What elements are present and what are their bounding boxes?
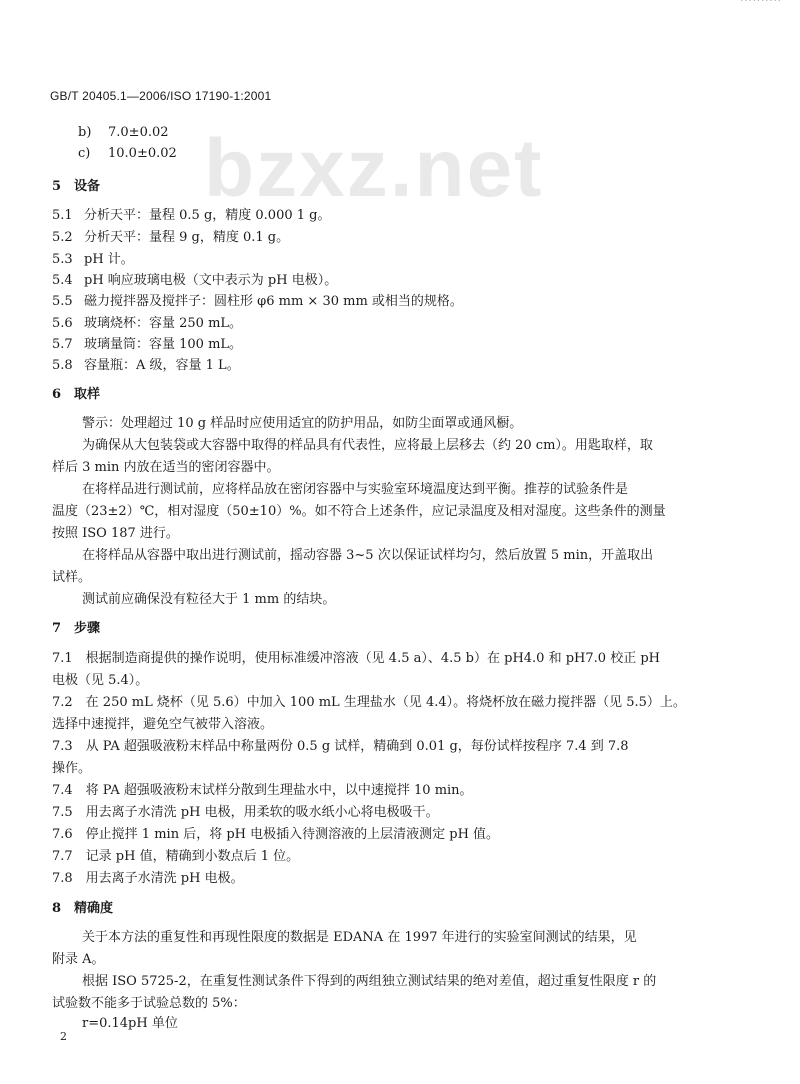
paragraph-line: 试验数不能多于试验总数的 5%： [52, 996, 246, 1011]
paragraph-line: 根据 ISO 5725-2，在重复性测试条件下得到的两组独立测试结果的绝对差值，超过重复性限度 r 的 [82, 974, 657, 989]
paragraph-line: 7.1 根据制造商提供的操作说明，使用标准缓冲溶液（见 4.5 a）、4.5 b）在 pH4.0 和 pH7.0 校正 pH [52, 651, 660, 666]
list-item: b) 7.0±0.02 [78, 125, 169, 140]
list-item: c) 10.0±0.02 [78, 146, 177, 161]
paragraph-line: 在将样品从容器中取出进行测试前，摇动容器 3~5 次以保证试样均匀，然后放置 5 min，开盖取出 [82, 548, 654, 563]
paragraph-line: 按照 ISO 187 进行。 [52, 526, 179, 541]
list-item: 5.4 pH 响应玻璃电极（文中表示为 pH 电极）。 [52, 273, 338, 288]
paragraph-line: 警示：处理超过 10 g 样品时应使用适宜的防护用品，如防尘面罩或通风橱。 [82, 416, 523, 431]
list-item: 5.8 容量瓶：A 级，容量 1 L。 [52, 358, 240, 373]
list-item: 5.1 分析天平：量程 0.5 g，精度 0.000 1 g。 [52, 208, 331, 223]
section-heading-5: 5 设备 [52, 179, 101, 194]
paragraph-line: 7.2 在 250 mL 烧杯（见 5.6）中加入 100 mL 生理盐水（见 4.4）。将烧杯放在磁力搅拌器（见 5.5）上。 [52, 695, 686, 710]
paragraph-line: 7.6 停止搅拌 1 min 后，将 pH 电极插入待测溶液的上层清液测定 pH 值。 [52, 827, 500, 842]
paragraph-line: 7.3 从 PA 超强吸液粉末样品中称量两份 0.5 g 试样，精确到 0.01 g，每份试样按程序 7.4 到 7.8 [52, 739, 629, 754]
paragraph-line: 7.8 用去离子水清洗 pH 电极。 [52, 871, 244, 886]
section-heading-7: 7 步骤 [52, 621, 101, 636]
paragraph-line: 电极（见 5.4）。 [52, 673, 149, 688]
list-item: 5.7 玻璃量筒：容量 100 mL。 [52, 337, 243, 352]
formula-line: r=0.14pH 单位 [82, 1016, 178, 1031]
paragraph-line: 操作。 [52, 761, 92, 776]
page-number: 2 [60, 1030, 67, 1043]
paragraph-line: 7.4 将 PA 超强吸液粉末试样分散到生理盐水中，以中速搅拌 10 min。 [52, 783, 473, 798]
paragraph-line: 选择中速搅拌，避免空气被带入溶液。 [52, 717, 274, 732]
paragraph-line: 关于本方法的重复性和再现性限度的数据是 EDANA 在 1997 年进行的实验室间测试的结果，见 [82, 930, 637, 945]
paragraph-line: 7.7 记录 pH 值，精确到小数点后 1 位。 [52, 849, 300, 864]
list-item: 5.5 磁力搅拌器及搅拌子：圆柱形 φ6 mm × 30 mm 或相当的规格。 [52, 294, 463, 309]
list-item: 5.3 pH 计。 [52, 252, 134, 267]
paragraph-line: 样后 3 min 内放在适当的密闭容器中。 [52, 460, 280, 475]
list-item: 5.2 分析天平：量程 9 g，精度 0.1 g。 [52, 230, 290, 245]
section-heading-8: 8 精确度 [52, 901, 114, 916]
watermark: bzxz.net [204, 123, 544, 214]
paragraph-line: 温度（23±2）℃，相对湿度（50±10）%。如不符合上述条件，应记录温度及相对湿度。这些条件的测量 [52, 504, 666, 519]
standard-header: GB/T 20405.1—2006/ISO 17190-1:2001 [50, 89, 272, 103]
paragraph-line: 为确保从大包装袋或大容器中取得的样品具有代表性，应将最上层移去（约 20 cm）。用匙取样，取 [82, 438, 653, 453]
paragraph-line: 在将样品进行测试前，应将样品放在密闭容器中与实验室环境温度达到平衡。推荐的试验条件是 [82, 482, 629, 497]
paragraph-line: 7.5 用去离子水清洗 pH 电极，用柔软的吸水纸小心将电极吸干。 [52, 805, 439, 820]
paragraph-line: 试样。 [52, 570, 92, 585]
list-item: 5.6 玻璃烧杯：容量 250 mL。 [52, 316, 243, 331]
paragraph-line: 测试前应确保没有粒径大于 1 mm 的结块。 [82, 592, 336, 607]
section-heading-6: 6 取样 [52, 387, 101, 402]
paragraph-line: 附录 A。 [52, 952, 105, 967]
corner-mark: ·········· [740, 0, 782, 7]
